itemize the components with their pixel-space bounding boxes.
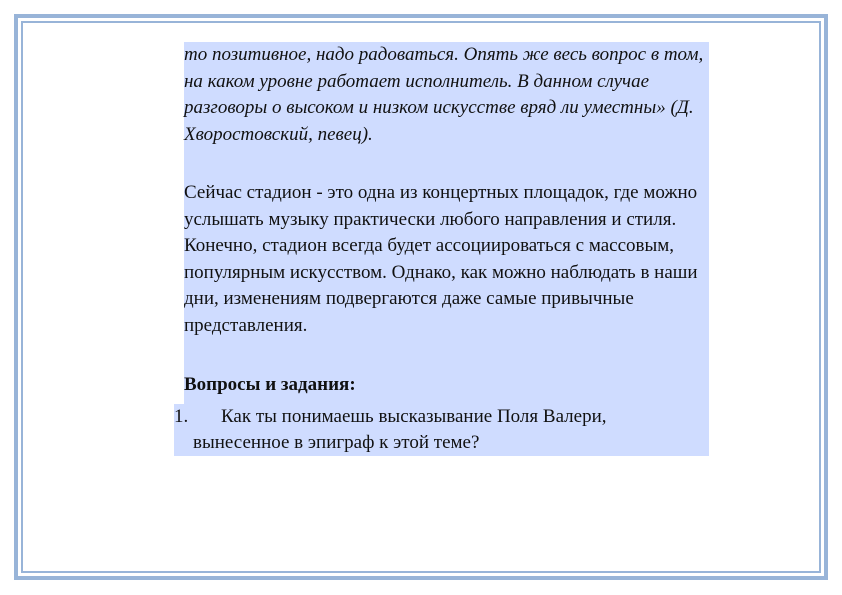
- epigraph-quote: то позитивное, надо радоваться. Опять же весь вопрос в том, на каком уровне работает исполнитель. В данном случае разговоры о высоком и низком искусстве вряд ли уместны» (Д. Хворостовский, певец).: [184, 44, 704, 145]
- list-item-number: 1.: [174, 406, 189, 427]
- questions-heading: Вопросы и задания:: [184, 374, 356, 395]
- body-paragraph: Сейчас стадион - это одна из концертных площадок, где можно услышать музыку практически любого направления и стиля. Конечно, стадион всегда будет ассоциироваться с массовым, популярным искусством. Однако, как можно наблюдать в наши дни, изменениям подвергаются даже самые привычные представления.: [184, 182, 698, 336]
- list-item-text-line2: вынесенное в эпиграф к этой теме?: [193, 432, 480, 453]
- list-item-text-line1: Как ты понимаешь высказывание Поля Валери,: [221, 406, 607, 427]
